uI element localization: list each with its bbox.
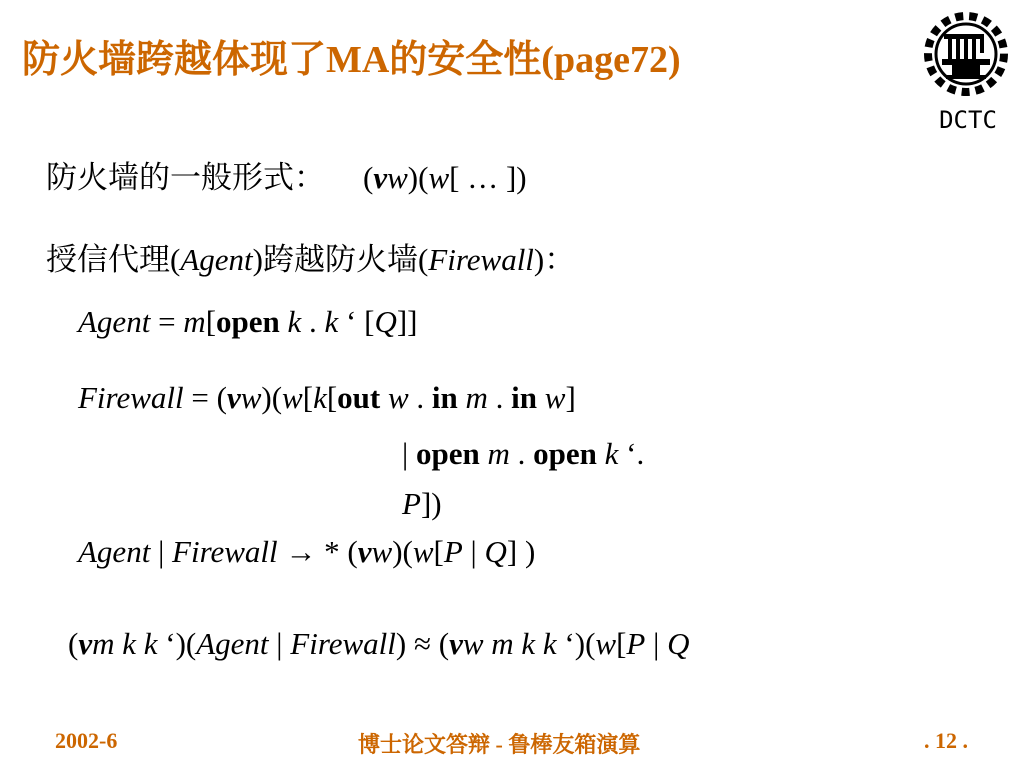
vars: w m k k xyxy=(462,626,557,661)
nu-symbol: ν xyxy=(78,626,93,661)
term-agent: Agent xyxy=(78,304,151,339)
var-q: Q xyxy=(667,626,690,661)
logo-text: DCTC xyxy=(939,106,997,134)
agent-definition xyxy=(78,304,418,340)
var-m: m xyxy=(183,304,206,339)
var-w: w xyxy=(595,626,617,661)
nu-symbol: ν xyxy=(373,160,388,195)
bracket: ]) xyxy=(420,486,442,521)
keyword-open: open xyxy=(533,436,597,471)
firewall-definition-cont2 xyxy=(402,486,442,522)
var-w: w xyxy=(380,380,409,415)
footer-page-number: . 12 . xyxy=(924,728,968,753)
var-w: w xyxy=(282,380,303,415)
bracket: [ xyxy=(433,534,444,569)
formula-paren: ( xyxy=(363,160,374,195)
reduction-line xyxy=(78,534,535,570)
var-p: P xyxy=(626,626,646,661)
firewall-definition-cont xyxy=(402,436,644,472)
text: )( xyxy=(261,380,283,415)
term-firewall: Firewall xyxy=(78,380,184,415)
var-k: k xyxy=(596,436,619,471)
bracket: [ xyxy=(302,380,314,415)
var-p: P xyxy=(443,534,463,569)
formula-body: [ … ]) xyxy=(449,160,527,195)
equals: = ( xyxy=(183,380,227,415)
line-agent-crossing xyxy=(46,234,575,279)
var-m: m xyxy=(479,436,510,471)
line-general-form xyxy=(46,152,527,197)
term-agent: Agent xyxy=(180,242,253,277)
dot: . xyxy=(408,380,432,415)
var-w: w xyxy=(371,534,393,569)
bracket: ] xyxy=(565,380,576,415)
dot: . xyxy=(509,436,534,471)
dot: . xyxy=(487,380,512,415)
term-firewall: Firewall xyxy=(290,626,396,661)
keyword-open: open xyxy=(216,304,280,339)
parallel-bar: | xyxy=(150,534,173,569)
var-w: w xyxy=(387,160,408,195)
text: 授信代理( xyxy=(46,242,181,277)
var-w: w xyxy=(537,380,566,415)
var-w: w xyxy=(428,160,450,195)
parallel-bar: | xyxy=(402,436,416,471)
keyword-in: in xyxy=(431,380,458,415)
parallel-bar: | xyxy=(268,626,291,661)
slide-title: 防火墙跨越体现了MA的安全性(page72) xyxy=(22,39,681,81)
vars: m k k xyxy=(92,626,158,661)
bracket: ( xyxy=(68,626,79,661)
nu-symbol: ν xyxy=(449,626,463,661)
prime: ‘ xyxy=(157,626,176,661)
var-p: P xyxy=(402,486,421,521)
var-k: k xyxy=(313,380,327,415)
reduction-arrow: → * ( xyxy=(277,534,358,569)
var-q: Q xyxy=(484,534,507,569)
formula-paren: )( xyxy=(407,160,429,195)
term-firewall: Firewall xyxy=(172,534,278,569)
parallel-bar: | xyxy=(645,626,668,661)
var-m: m xyxy=(457,380,488,415)
prime: ‘ xyxy=(556,626,575,661)
keyword-in: in xyxy=(511,380,538,415)
bracket: ]] xyxy=(396,304,418,339)
university-logo xyxy=(922,6,1014,136)
bracket: ] ) xyxy=(506,534,536,569)
keyword-open: open xyxy=(415,436,480,471)
var-k: k xyxy=(279,304,302,339)
term-agent: Agent xyxy=(78,534,151,569)
var-w: w xyxy=(412,534,434,569)
var-w: w xyxy=(240,380,262,415)
term-firewall: Firewall xyxy=(428,242,534,277)
var-k: k xyxy=(324,304,339,339)
text: )( xyxy=(175,626,197,661)
bracket: [ xyxy=(616,626,627,661)
footer-title: 博士论文答辩 - 鲁棒友箱演算 xyxy=(358,732,641,757)
dot: . xyxy=(301,304,325,339)
text: )( xyxy=(574,626,596,661)
general-form-label: 防火墙的一般形式： xyxy=(46,160,325,195)
parallel-bar: | xyxy=(462,534,485,569)
footer-date: 2002-6 xyxy=(55,728,118,753)
equivalence-line xyxy=(68,626,689,662)
prime: ‘. xyxy=(618,436,645,471)
var-q: Q xyxy=(374,304,397,339)
term-agent: Agent xyxy=(196,626,269,661)
approx-symbol: ) ≈ ( xyxy=(395,626,450,661)
prime: ‘ [ xyxy=(338,304,375,339)
text: )跨越防火墙( xyxy=(252,242,429,277)
firewall-definition xyxy=(78,380,576,416)
nu-symbol: ν xyxy=(226,380,241,415)
text: )： xyxy=(533,242,576,277)
nu-symbol: ν xyxy=(357,534,372,569)
keyword-out: out xyxy=(337,380,381,415)
text: )( xyxy=(392,534,413,569)
equals: = xyxy=(150,304,184,339)
bracket: [ xyxy=(205,304,217,339)
bracket: [ xyxy=(326,380,338,415)
